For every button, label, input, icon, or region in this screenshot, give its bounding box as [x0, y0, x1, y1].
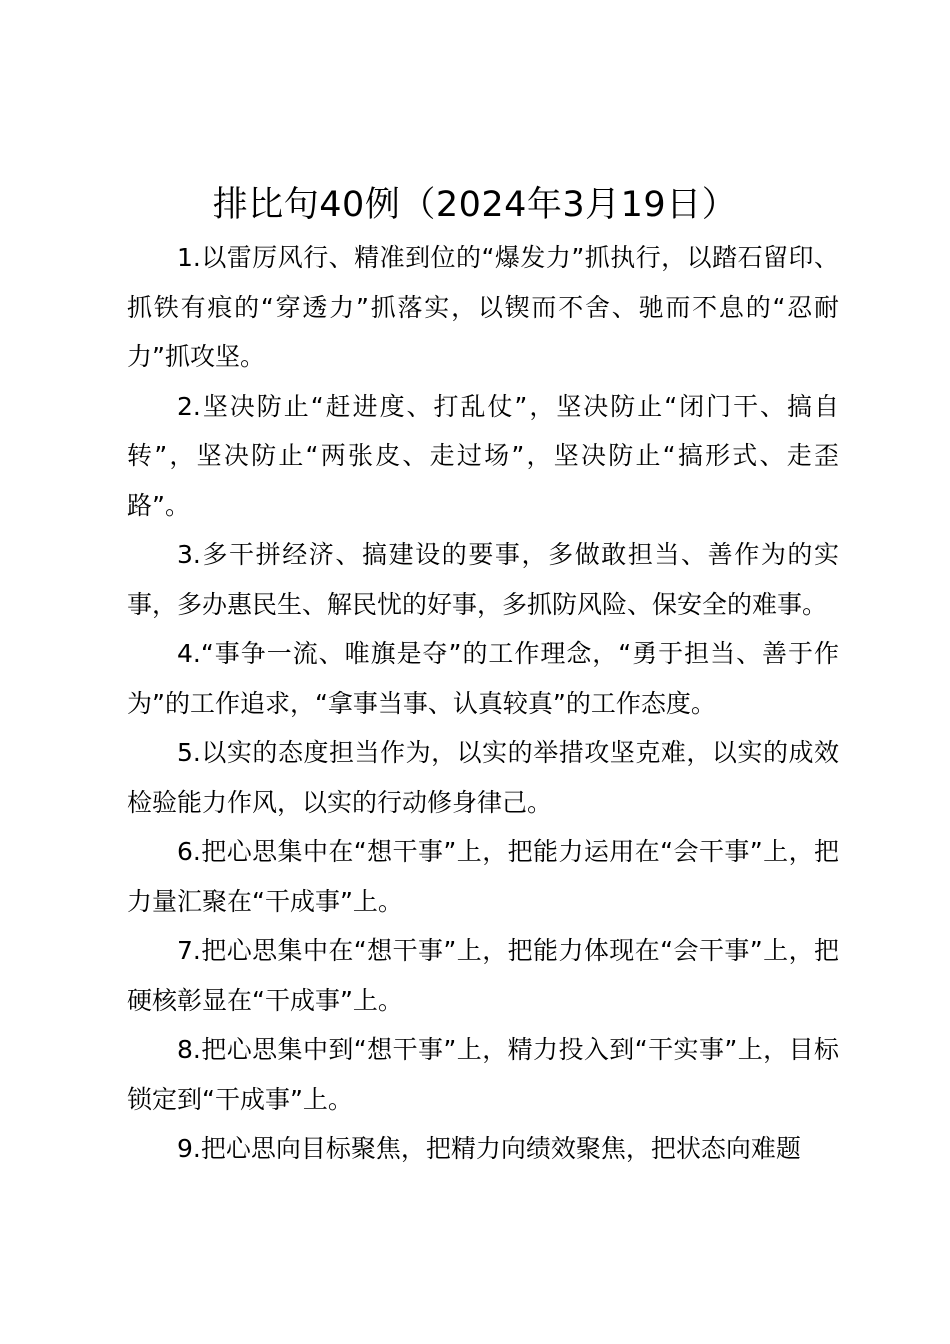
document-body: [127, 233, 839, 1174]
paragraph-6: 6.把心思集中在“想干事”上，把能力运用在“会干事”上，把力量汇聚在“干成事”上。: [127, 837, 839, 916]
document-title: 排比句40例（2024年3月19日）: [212, 185, 738, 225]
paragraph-4: 4.“事争一流、唯旗是夺”的工作理念，“勇于担当、善于作为”的工作追求，“拿事当事、认真较真”的工作态度。: [127, 639, 839, 718]
paragraph-3: 3.多干拼经济、搞建设的要事，多做敢担当、善作为的实事，多办惠民生、解民忧的好事，多抓防风险、保安全的难事。: [127, 540, 839, 619]
paragraph-5: 5.以实的态度担当作为，以实的举措攻坚克难，以实的成效检验能力作风，以实的行动修身律己。: [127, 738, 839, 817]
paragraph-7: 7.把心思集中在“想干事”上，把能力体现在“会干事”上，把硬核彰显在“干成事”上。: [127, 936, 839, 1015]
paragraph-2: 2.坚决防止“赶进度、打乱仗”，坚决防止“闭门干、搞自转”，坚决防止“两张皮、走过场”，坚决防止“搞形式、走歪路”。: [127, 391, 839, 520]
paragraph-9: 9.把心思向目标聚焦，把精力向绩效聚焦，把状态向难题: [177, 1134, 801, 1163]
paragraph-1: 1.以雷厉风行、精准到位的“爆发力”抓执行，以踏石留印、抓铁有痕的“穿透力”抓落实，以锲而不舍、驰而不息的“忍耐力”抓攻坚。: [127, 243, 839, 371]
paragraph-8: 8.把心思集中到“想干事”上，精力投入到“干实事”上，目标锁定到“干成事”上。: [127, 1035, 839, 1114]
